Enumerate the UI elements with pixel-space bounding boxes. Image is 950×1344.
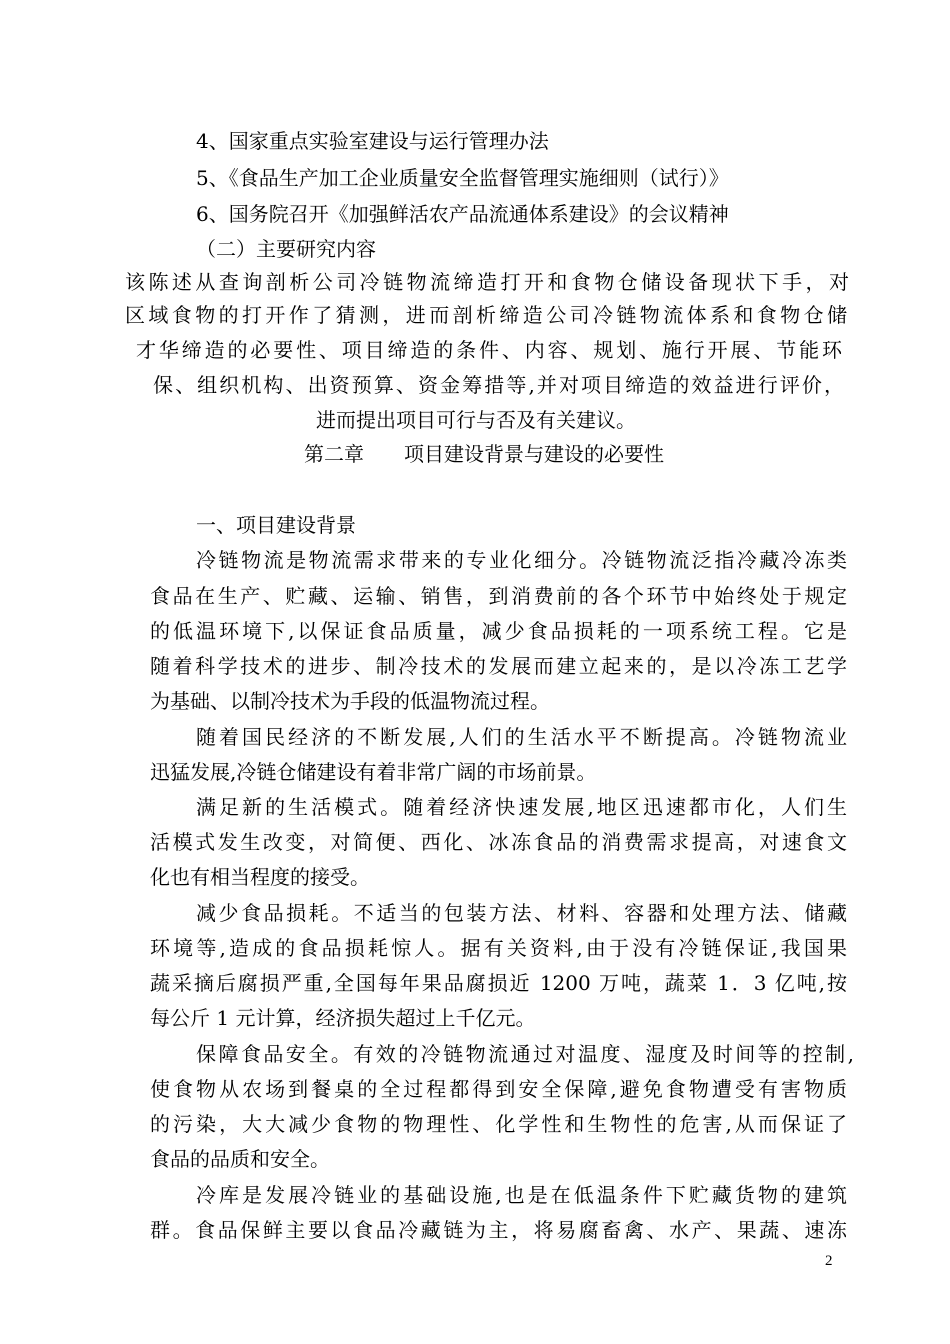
- paragraph-line: 满足新的生活模式。随着经济快速发展,地区迅速都市化，人们生: [196, 795, 847, 819]
- paragraph-line: 蔬采摘后腐损严重,全国每年果品腐损近 1200 万吨，蔬菜 1．3 亿吨,按: [150, 971, 847, 995]
- section-heading: （二）主要研究内容: [196, 237, 376, 261]
- list-item: 6、国务院召开《加强鲜活农产品流通体系建设》的会议精神: [196, 202, 729, 226]
- study-line: 保、组织机构、出资预算、资金筹措等,并对项目缔造的效益进行评价，: [153, 373, 844, 397]
- paragraph-line: 食品的品质和安全。: [150, 1147, 330, 1171]
- study-line: 该陈述从查询剖析公司冷链物流缔造打开和食物仓储设备现状下手，对: [125, 270, 849, 294]
- paragraph-line: 环境等,造成的食品损耗惊人。据有关资料,由于没有冷链保证,我国果: [150, 936, 847, 960]
- list-item: 5、《食品生产加工企业质量安全监督管理实施细则（试行）》: [196, 166, 729, 190]
- paragraph-line: 迅猛发展,冷链仓储建设有着非常广阔的市场前景。: [150, 760, 597, 784]
- paragraph-line: 随着国民经济的不断发展,人们的生活水平不断提高。冷链物流业: [196, 725, 847, 749]
- paragraph-line: 减少食品损耗。不适当的包装方法、材料、容器和处理方法、储藏: [196, 901, 847, 925]
- study-line: 区域食物的打开作了猜测，进而剖析缔造公司冷链物流体系和食物仓储: [125, 303, 847, 327]
- paragraph-line: 随着科学技术的进步、制冷技术的发展而建立起来的，是以冷冻工艺学: [150, 654, 847, 678]
- paragraph-line: 群。食品保鲜主要以食品冷藏链为主，将易腐畜禽、水产、果蔬、速冻: [150, 1218, 847, 1242]
- paragraph-line: 保障食品安全。有效的冷链物流通过对温度、湿度及时间等的控制,: [196, 1042, 854, 1066]
- paragraph-line: 的污染，大大减少食物的物理性、化学性和生物性的危害,从而保证了: [150, 1112, 847, 1136]
- study-line: 进而提出项目可行与否及有关建议。: [316, 408, 636, 432]
- paragraph-line: 为基础、以制冷技术为手段的低温物流过程。: [150, 689, 550, 713]
- subheading: 一、项目建设背景: [196, 513, 356, 537]
- study-line: 才华缔造的必要性、项目缔造的条件、内容、规划、施行开展、节能环: [136, 338, 842, 362]
- paragraph-line: 食品在生产、贮藏、运输、销售，到消费前的各个环节中始终处于规定: [150, 584, 847, 608]
- paragraph-line: 化也有相当程度的接受。: [150, 865, 370, 889]
- paragraph-line: 冷库是发展冷链业的基础设施,也是在低温条件下贮藏货物的建筑: [196, 1183, 847, 1207]
- paragraph-line: 使食物从农场到餐桌的全过程都得到安全保障,避免食物遭受有害物质: [150, 1077, 847, 1101]
- paragraph-line: 每公斤 1 元计算，经济损失超过上千亿元。: [150, 1006, 536, 1030]
- list-item: 4、国家重点实验室建设与运行管理办法: [196, 129, 549, 153]
- page-number: 2: [825, 1253, 833, 1269]
- paragraph-line: 冷链物流是物流需求带来的专业化细分。冷链物流泛指冷藏冷冻类: [196, 548, 847, 572]
- chapter-title: 第二章 项目建设背景与建设的必要性: [304, 442, 664, 466]
- paragraph-line: 活模式发生改变，对简便、西化、冰冻食品的消费需求提高，对速食文: [150, 830, 847, 854]
- paragraph-line: 的低温环境下,以保证食品质量，减少食品损耗的一项系统工程。它是: [150, 619, 847, 643]
